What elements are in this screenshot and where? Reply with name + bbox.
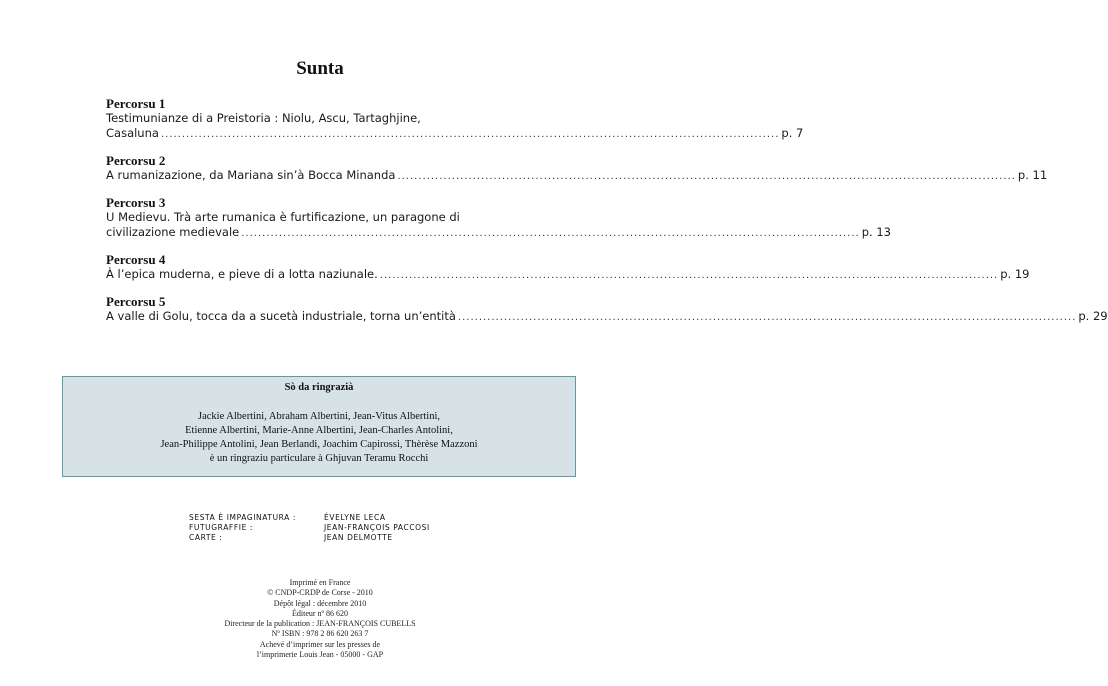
entry-last-line [106,309,1108,325]
acknowledgements-line: Etienne Albertini, Marie-Anne Albertini, Jean-Charles Antolini, [185,425,453,436]
credits [189,513,489,543]
entry-line: Testimunianze di a Preistoria : Niolu, Ascu, Tartaghjine, [106,111,421,125]
page-number: p. 29 [1078,309,1108,323]
credit-row [189,523,489,533]
page-title: Sunta [296,58,344,79]
page-number: p. 7 [781,126,804,140]
acknowledgements-line: Jackie Albertini, Abraham Albertini, Jean-Vitus Albertini, [198,411,440,422]
imprint-line: Achevé d’imprimer sur les presses de [259,639,381,649]
acknowledgements-line: Jean-Philippe Antolini, Jean Berlandi, Joachim Capirossi, Thèrèse Mazzoni [160,439,478,450]
entry-line: U Medievu. Trà arte rumanica è furtificazione, un paragone di [106,210,460,224]
entry-text: A valle di Golu, tocca da a sucetà industriale, torna un’entità [106,309,456,323]
credit-label: FUTUGRAFFIE : [189,523,254,532]
entry-last-line [106,267,1030,283]
section-heading: Percorsu 1 [106,96,166,111]
credit-row [189,513,489,523]
toc-section-1 [106,96,804,142]
section-heading: Percorsu 4 [106,252,166,267]
credit-value: JEAN DELMOTTE [324,533,393,542]
entry-last-line [106,168,1048,184]
leader-dots: .................................................................................................................................................... [397,171,1016,182]
credit-label: CARTE : [189,533,223,542]
toc-section-2 [106,153,1048,184]
section-heading: Percorsu 5 [106,294,166,309]
entry-text: À l’epica muderna, e pieve di a lotta naziunale. [106,267,378,281]
credit-row [189,533,489,543]
entry-text: civilizazione medievale [106,225,240,239]
page-number: p. 11 [1017,168,1048,182]
imprint-line: Directeur de la publication : JEAN-FRANÇOIS CUBELLS [224,619,416,629]
toc-section-4 [106,252,1030,283]
table-of-contents [106,96,1108,336]
imprint-line: l’imprimerie Louis Jean - 05000 - GAP [256,650,384,660]
imprint-line: © CNDP-CRDP de Corse - 2010 [267,588,373,598]
entry-last-line [106,225,891,241]
leader-dots: .................................................................................................................................................... [160,129,780,140]
imprint [0,578,640,660]
section-heading: Percorsu 3 [106,195,166,210]
imprint-line: Dépôt légal : décembre 2010 [273,598,367,608]
acknowledgements-box [62,376,576,477]
entry-text: Casaluna [106,126,159,140]
toc-section-5 [106,294,1108,325]
toc-section-3 [106,195,891,241]
imprint-line: Imprimé en France [289,578,351,587]
section-heading: Percorsu 2 [106,153,166,168]
imprint-line: Éditeur nº 86 620 [291,608,349,618]
leader-dots: .................................................................................................................................................... [457,312,1077,323]
page-number: p. 19 [1000,267,1030,281]
acknowledgements-line: è un ringraziu particulare à Ghjuvan Teramu Rocchi [209,453,429,464]
entry-text: A rumanizazione, da Mariana sin’à Bocca Minanda [106,168,396,182]
credit-value: JEAN-FRANÇOIS PACCOSI [324,523,430,532]
credit-label: SESTA È IMPAGINATURA : [189,513,297,522]
acknowledgements-title: Sò da ringrazià [284,382,354,393]
leader-dots: .................................................................................................................................................... [241,228,860,239]
page-number: p. 13 [861,225,891,239]
entry-last-line [106,126,804,142]
credit-value: ÉVELYNE LECA [324,513,386,522]
imprint-line: Nº ISBN : 978 2 86 620 263 7 [271,629,369,639]
leader-dots: .................................................................................................................................................... [379,270,999,281]
